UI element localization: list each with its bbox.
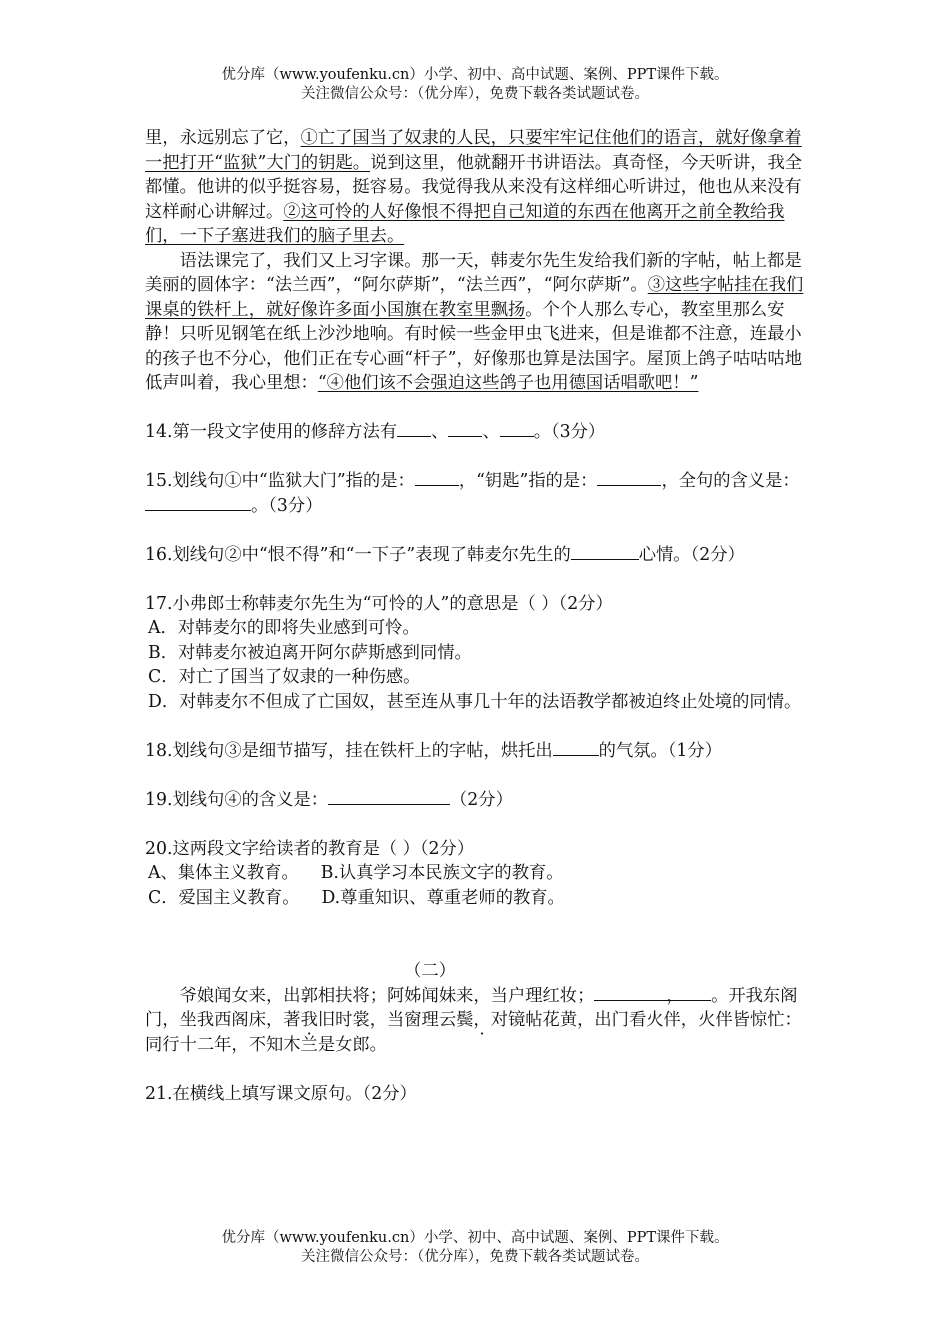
passage-text: 说到这里，他就翻开书讲语法。真奇怪，今天听讲，我全都懂。他讲的似乎挺容易，挺容易。我觉得我从来没有这样细心听讲过，他也从来没有这样耐心讲解过。 [145, 152, 803, 222]
answer-blank[interactable] [649, 985, 711, 1001]
passage-text: 爷娘闻女来，出郭相扶将；阿姊闻妹来，当户理红妆； [179, 985, 595, 1006]
answer-blank[interactable] [415, 470, 459, 486]
question-18 [145, 739, 810, 764]
question-text: 18.划线句③是细节描写，挂在铁杆上的字帖，烘托出 [145, 740, 553, 761]
passage-text: 里，永远别忘了它， [145, 128, 301, 148]
passage-text: 语法课完了，我们又上习字课。那一天，韩麦尔先生发给我们新的字帖，帖上都是美丽的圆体字：“法兰西”，“阿尔萨斯”，“法兰西”，“阿尔萨斯”。 [145, 250, 802, 295]
section-2-passage [145, 984, 810, 1058]
question-score: 。（3分） [533, 422, 606, 442]
answer-blank[interactable] [571, 544, 639, 560]
question-17-option-c: C．对亡了国当了奴隶的一种伤感。 [148, 667, 421, 687]
question-14 [145, 420, 810, 445]
question-score: （2分） [450, 789, 513, 810]
page-footer [0, 1229, 950, 1267]
header-line-2: 关注微信公众号：（优分库），免费下载各类试题试卷。 [301, 86, 649, 102]
question-text: 19.划线句④的含义是： [145, 789, 329, 810]
question-21: 21.在横线上填写课文原句。（2分） [145, 1083, 417, 1104]
underlined-sentence-2: ②这可怜的人好像恨不得把自己知道的东西在他离开之前全教给我们，一下子塞进我们的脑子里去。 [145, 201, 785, 246]
question-text: 14.第一段文字使用的修辞方法有 [145, 422, 398, 442]
question-17: 17.小弗郎士称韩麦尔先生为“可怜的人”的意思是（ ）（2分） [145, 593, 613, 614]
footer-line-2: 关注微信公众号：（优分库），免费下载各类试题试卷。 [301, 1249, 649, 1265]
question-17-option-a: A．对韩麦尔的即将失业感到可怜。 [148, 618, 420, 638]
question-17-option-d: D．对韩麦尔不但成了亡国奴，甚至连从事几十年的法语教学都被迫终止处境的同情。 [148, 691, 802, 712]
question-20-options-row-1: A、集体主义教育。 B.认真学习本民族文字的教育。 [148, 863, 564, 883]
underlined-sentence-3: ③这些字帖挂在我们课桌的铁杆上，就好像许多面小国旗在教室里飘扬 [145, 275, 804, 320]
answer-blank[interactable] [328, 789, 450, 805]
question-score: 的气氛。（1分） [598, 740, 722, 761]
separator: ， [666, 985, 684, 1006]
answer-blank[interactable] [597, 470, 661, 486]
answer-blank[interactable] [500, 421, 534, 437]
footer-line-1: 优分库（www.youfenku.cn）小学、初中、高中试题、案例、PPT课件下载。 [221, 1230, 729, 1246]
question-15 [145, 469, 810, 518]
question-score: 心情。（2分） [638, 544, 745, 565]
answer-blank[interactable] [553, 740, 599, 756]
question-16 [145, 543, 810, 568]
question-score: 。（3分） [251, 495, 323, 516]
question-text: 15.划线句①中“监狱大门”指的是： [145, 471, 415, 491]
question-19 [145, 788, 810, 813]
answer-blank[interactable] [448, 421, 482, 437]
header-line-1: 优分库（www.youfenku.cn）小学、初中、高中试题、案例、PPT课件下载。 [221, 67, 729, 83]
separator: 、 [482, 422, 500, 442]
question-17-option-b: B．对韩麦尔被迫离开阿尔萨斯感到同情。 [148, 642, 472, 663]
underlined-sentence-1: ①亡了国当了奴隶的人民，只要牢牢记住他们的语言，就好像拿着一把打开“监狱”大门的钥匙。 [145, 128, 802, 173]
passage-text: 。个个人那么专心，教室里那么安静！只听见钢笔在纸上沙沙地响。有时候一些金甲虫飞进来，但是谁都不注意，连最小的孩子也不分心，他们正在专心画“杆子”，好像那也算是法国字。屋顶上鸽子咕咕咕地低声叫着，我心里想： [145, 299, 803, 393]
passage-paragraph-2 [145, 249, 810, 396]
passage-paragraph-1 [145, 126, 810, 249]
page-header [0, 66, 950, 104]
question-text: ，全句的含义是： [661, 471, 800, 491]
passage-text: 我旧时裳，当窗理云 [300, 1010, 457, 1030]
emphasis-char: 著 [283, 1010, 301, 1030]
question-text: ，“钥匙”指的是： [458, 471, 598, 491]
section-2-title: （二） [404, 961, 456, 981]
question-20-options-row-2: C．爱国主义教育。 D.尊重知识、尊重老师的教育。 [148, 887, 565, 908]
passage-text: ，对镜帖花黄，出门看火伴，火伴皆惊忙：同行十二年，不知木兰是女郎。 [145, 1010, 802, 1055]
answer-blank[interactable] [145, 495, 251, 511]
underlined-sentence-4: “④他们该不会强迫这些鸽子也用德国话唱歌吧！” [317, 373, 699, 393]
emphasis-char: 鬓 [456, 1010, 474, 1030]
separator: 、 [431, 422, 449, 442]
document-body [145, 126, 810, 1106]
question-20: 20.这两段文字给读者的教育是（ ）（2分） [145, 838, 475, 859]
answer-blank[interactable] [397, 421, 431, 437]
passage-text: 。开我东阁门，坐我西阁床， [145, 985, 798, 1030]
question-text: 16.划线句②中“恨不得”和“一下子”表现了韩麦尔先生的 [145, 544, 571, 565]
